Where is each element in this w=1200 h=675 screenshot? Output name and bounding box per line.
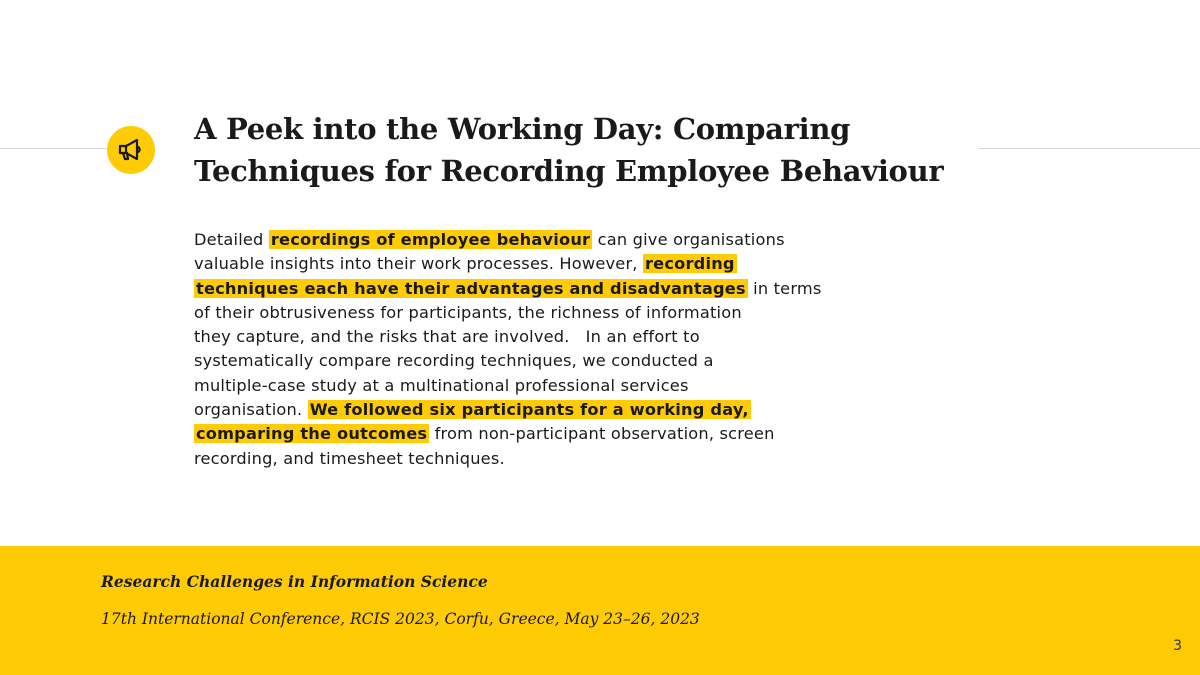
abstract-text: Detailed <box>194 230 269 249</box>
abstract-text: organisation. <box>194 400 308 420</box>
abstract-line <box>194 228 794 252</box>
conference-name: Research Challenges in Information Science <box>101 572 488 591</box>
abstract-line <box>194 422 794 446</box>
footer-banner <box>0 546 1200 675</box>
page-number: 3 <box>1173 638 1182 654</box>
abstract-paragraph <box>194 228 822 471</box>
highlight-techniques-start: recording <box>645 254 735 274</box>
megaphone-icon <box>107 126 155 174</box>
abstract-line: systematically compare recording techniques, we conducted a <box>194 351 714 371</box>
highlight-participants: We followed six participants for a working day, <box>309 400 749 420</box>
abstract-line: they capture, and the risks that are involved. In an effort to <box>194 327 700 347</box>
highlight-recordings: recordings of employee behaviour <box>270 230 591 249</box>
title-divider-left <box>0 148 108 149</box>
title-divider-right <box>978 148 1200 149</box>
highlight-outcomes: comparing the outcomes <box>196 424 428 444</box>
slide-title <box>194 108 984 192</box>
slide-title-line-2: Techniques for Recording Employee Behaviour <box>194 154 944 188</box>
abstract-line: of their obtrusiveness for participants, the richness of information <box>194 302 742 322</box>
conference-details: 17th International Conference, RCIS 2023, Corfu, Greece, May 23–26, 2023 <box>101 610 700 628</box>
abstract-line <box>194 398 794 422</box>
abstract-line <box>194 277 822 301</box>
abstract-text: in terms <box>747 278 822 298</box>
abstract-text: from non-participant observation, screen <box>429 424 775 444</box>
highlight-techniques-end: techniques each have their advantages and disadvantages <box>196 278 746 298</box>
abstract-line: recording, and timesheet techniques. <box>194 448 505 468</box>
abstract-line: multiple-case study at a multinational professional services <box>194 375 689 395</box>
slide-title-line-1: A Peek into the Working Day: Comparing <box>194 112 851 146</box>
abstract-text: can give organisations <box>592 230 785 249</box>
abstract-line <box>194 252 794 276</box>
abstract-text: valuable insights into their work processes. However, <box>194 254 643 274</box>
